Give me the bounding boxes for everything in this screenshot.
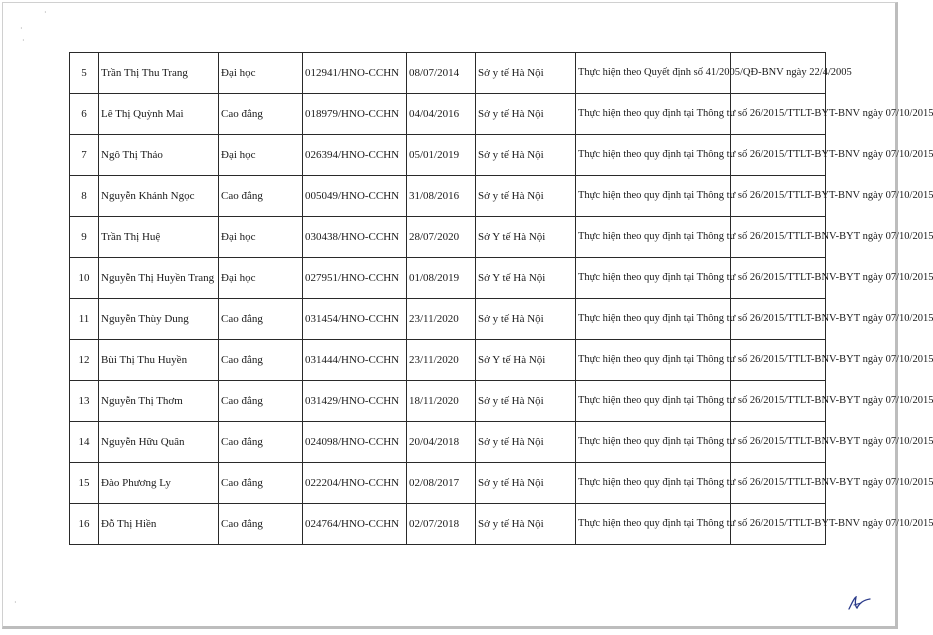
person-name: Nguyễn Thị Huyền Trang <box>99 258 219 299</box>
education-level: Đại học <box>219 53 303 94</box>
certificate-number: 031454/HNO-CCHN <box>303 299 407 340</box>
issuing-authority: Sở y tế Hà Nội <box>476 381 576 422</box>
issuing-authority: Sở Y tế Hà Nội <box>476 340 576 381</box>
table-row <box>70 53 826 94</box>
issuing-authority: Sở Y tế Hà Nội <box>476 217 576 258</box>
row-number: 9 <box>70 217 99 258</box>
scan-speck: · <box>22 36 25 45</box>
issuing-authority: Sở y tế Hà Nội <box>476 299 576 340</box>
issue-date: 02/07/2018 <box>407 504 476 545</box>
table-body <box>70 53 933 545</box>
legal-basis: Thực hiện theo Quyết định số 41/2005/QĐ-BNV ngày 22/4/2005 <box>576 53 731 94</box>
row-number: 7 <box>70 135 99 176</box>
issuing-authority: Sở y tế Hà Nội <box>476 94 576 135</box>
legal-basis: Thực hiện theo quy định tại Thông tư số 26/2015/TTLT-BNV-BYT ngày 07/10/2015 <box>576 217 731 258</box>
person-name: Đỗ Thị Hiền <box>99 504 219 545</box>
education-level: Cao đẳng <box>219 463 303 504</box>
row-number: 12 <box>70 340 99 381</box>
issue-date: 23/11/2020 <box>407 299 476 340</box>
row-number: 14 <box>70 422 99 463</box>
certificate-number: 030438/HNO-CCHN <box>303 217 407 258</box>
row-number: 13 <box>70 381 99 422</box>
issue-date: 04/04/2016 <box>407 94 476 135</box>
row-number: 10 <box>70 258 99 299</box>
row-number: 6 <box>70 94 99 135</box>
legal-basis: Thực hiện theo quy định tại Thông tư số 26/2015/TTLT-BNV-BYT ngày 07/10/2015 <box>576 340 731 381</box>
legal-basis: Thực hiện theo quy định tại Thông tư số 26/2015/TTLT-BYT-BNV ngày 07/10/2015 <box>576 94 731 135</box>
certificate-number: 012941/HNO-CCHN <box>303 53 407 94</box>
issue-date: 28/07/2020 <box>407 217 476 258</box>
education-level: Đại học <box>219 135 303 176</box>
table-row <box>70 94 826 135</box>
education-level: Đại học <box>219 217 303 258</box>
row-number: 11 <box>70 299 99 340</box>
table-row <box>70 381 826 422</box>
table-row <box>70 176 826 217</box>
table-row <box>70 504 826 545</box>
issuing-authority: Sở y tế Hà Nội <box>476 463 576 504</box>
signature-mark <box>846 594 872 612</box>
person-name: Nguyễn Thị Thơm <box>99 381 219 422</box>
records-table <box>69 52 933 545</box>
certificate-number: 024098/HNO-CCHN <box>303 422 407 463</box>
legal-basis: Thực hiện theo quy định tại Thông tư số 26/2015/TTLT-BYT-BNV ngày 07/10/2015 <box>576 504 731 545</box>
table-row <box>70 463 826 504</box>
table-row <box>70 299 826 340</box>
table-row <box>70 422 826 463</box>
person-name: Trần Thị Huệ <box>99 217 219 258</box>
issue-date: 31/08/2016 <box>407 176 476 217</box>
issuing-authority: Sở Y tế Hà Nội <box>476 258 576 299</box>
row-number: 16 <box>70 504 99 545</box>
table-row <box>70 340 826 381</box>
education-level: Cao đẳng <box>219 176 303 217</box>
certificate-number: 005049/HNO-CCHN <box>303 176 407 217</box>
issue-date: 01/08/2019 <box>407 258 476 299</box>
person-name: Nguyễn Hữu Quân <box>99 422 219 463</box>
certificate-number: 024764/HNO-CCHN <box>303 504 407 545</box>
education-level: Cao đẳng <box>219 299 303 340</box>
scan-speck: · <box>44 8 47 17</box>
certificate-number: 026394/HNO-CCHN <box>303 135 407 176</box>
education-level: Cao đẳng <box>219 94 303 135</box>
legal-basis: Thực hiện theo quy định tại Thông tư số 26/2015/TTLT-BNV-BYT ngày 07/10/2015 <box>576 299 731 340</box>
issuing-authority: Sở y tế Hà Nội <box>476 135 576 176</box>
row-number: 15 <box>70 463 99 504</box>
person-name: Nguyễn Thùy Dung <box>99 299 219 340</box>
legal-basis: Thực hiện theo quy định tại Thông tư số 26/2015/TTLT-BYT-BNV ngày 07/10/2015 <box>576 135 731 176</box>
education-level: Đại học <box>219 258 303 299</box>
person-name: Đào Phương Ly <box>99 463 219 504</box>
issue-date: 08/07/2014 <box>407 53 476 94</box>
certificate-number: 022204/HNO-CCHN <box>303 463 407 504</box>
scan-speck: · <box>20 24 23 33</box>
table-row <box>70 258 826 299</box>
issuing-authority: Sở y tế Hà Nội <box>476 176 576 217</box>
issuing-authority: Sở y tế Hà Nội <box>476 422 576 463</box>
legal-basis: Thực hiện theo quy định tại Thông tư số 26/2015/TTLT-BNV-BYT ngày 07/10/2015 <box>576 258 731 299</box>
certificate-number: 031444/HNO-CCHN <box>303 340 407 381</box>
person-name: Ngô Thị Thảo <box>99 135 219 176</box>
certificate-number: 031429/HNO-CCHN <box>303 381 407 422</box>
row-number: 8 <box>70 176 99 217</box>
education-level: Cao đẳng <box>219 504 303 545</box>
person-name: Nguyễn Khánh Ngọc <box>99 176 219 217</box>
person-name: Lê Thị Quỳnh Mai <box>99 94 219 135</box>
education-level: Cao đẳng <box>219 340 303 381</box>
legal-basis: Thực hiện theo quy định tại Thông tư số 26/2015/TTLT-BNV-BYT ngày 07/10/2015 <box>576 422 731 463</box>
issue-date: 18/11/2020 <box>407 381 476 422</box>
issuing-authority: Sở y tế Hà Nội <box>476 53 576 94</box>
certificate-number: 027951/HNO-CCHN <box>303 258 407 299</box>
legal-basis: Thực hiện theo quy định tại Thông tư số 26/2015/TTLT-BYT-BNV ngày 07/10/2015 <box>576 176 731 217</box>
issuing-authority: Sở y tế Hà Nội <box>476 504 576 545</box>
person-name: Trần Thị Thu Trang <box>99 53 219 94</box>
issue-date: 02/08/2017 <box>407 463 476 504</box>
issue-date: 23/11/2020 <box>407 340 476 381</box>
certificate-number: 018979/HNO-CCHN <box>303 94 407 135</box>
legal-basis: Thực hiện theo quy định tại Thông tư số 26/2015/TTLT-BNV-BYT ngày 07/10/2015 <box>576 381 731 422</box>
issue-date: 05/01/2019 <box>407 135 476 176</box>
education-level: Cao đẳng <box>219 381 303 422</box>
education-level: Cao đẳng <box>219 422 303 463</box>
legal-basis: Thực hiện theo quy định tại Thông tư số 26/2015/TTLT-BNV-BYT ngày 07/10/2015 <box>576 463 731 504</box>
scan-speck: · <box>14 598 17 607</box>
table-row <box>70 135 826 176</box>
person-name: Bùi Thị Thu Huyền <box>99 340 219 381</box>
table-row <box>70 217 826 258</box>
issue-date: 20/04/2018 <box>407 422 476 463</box>
row-number: 5 <box>70 53 99 94</box>
